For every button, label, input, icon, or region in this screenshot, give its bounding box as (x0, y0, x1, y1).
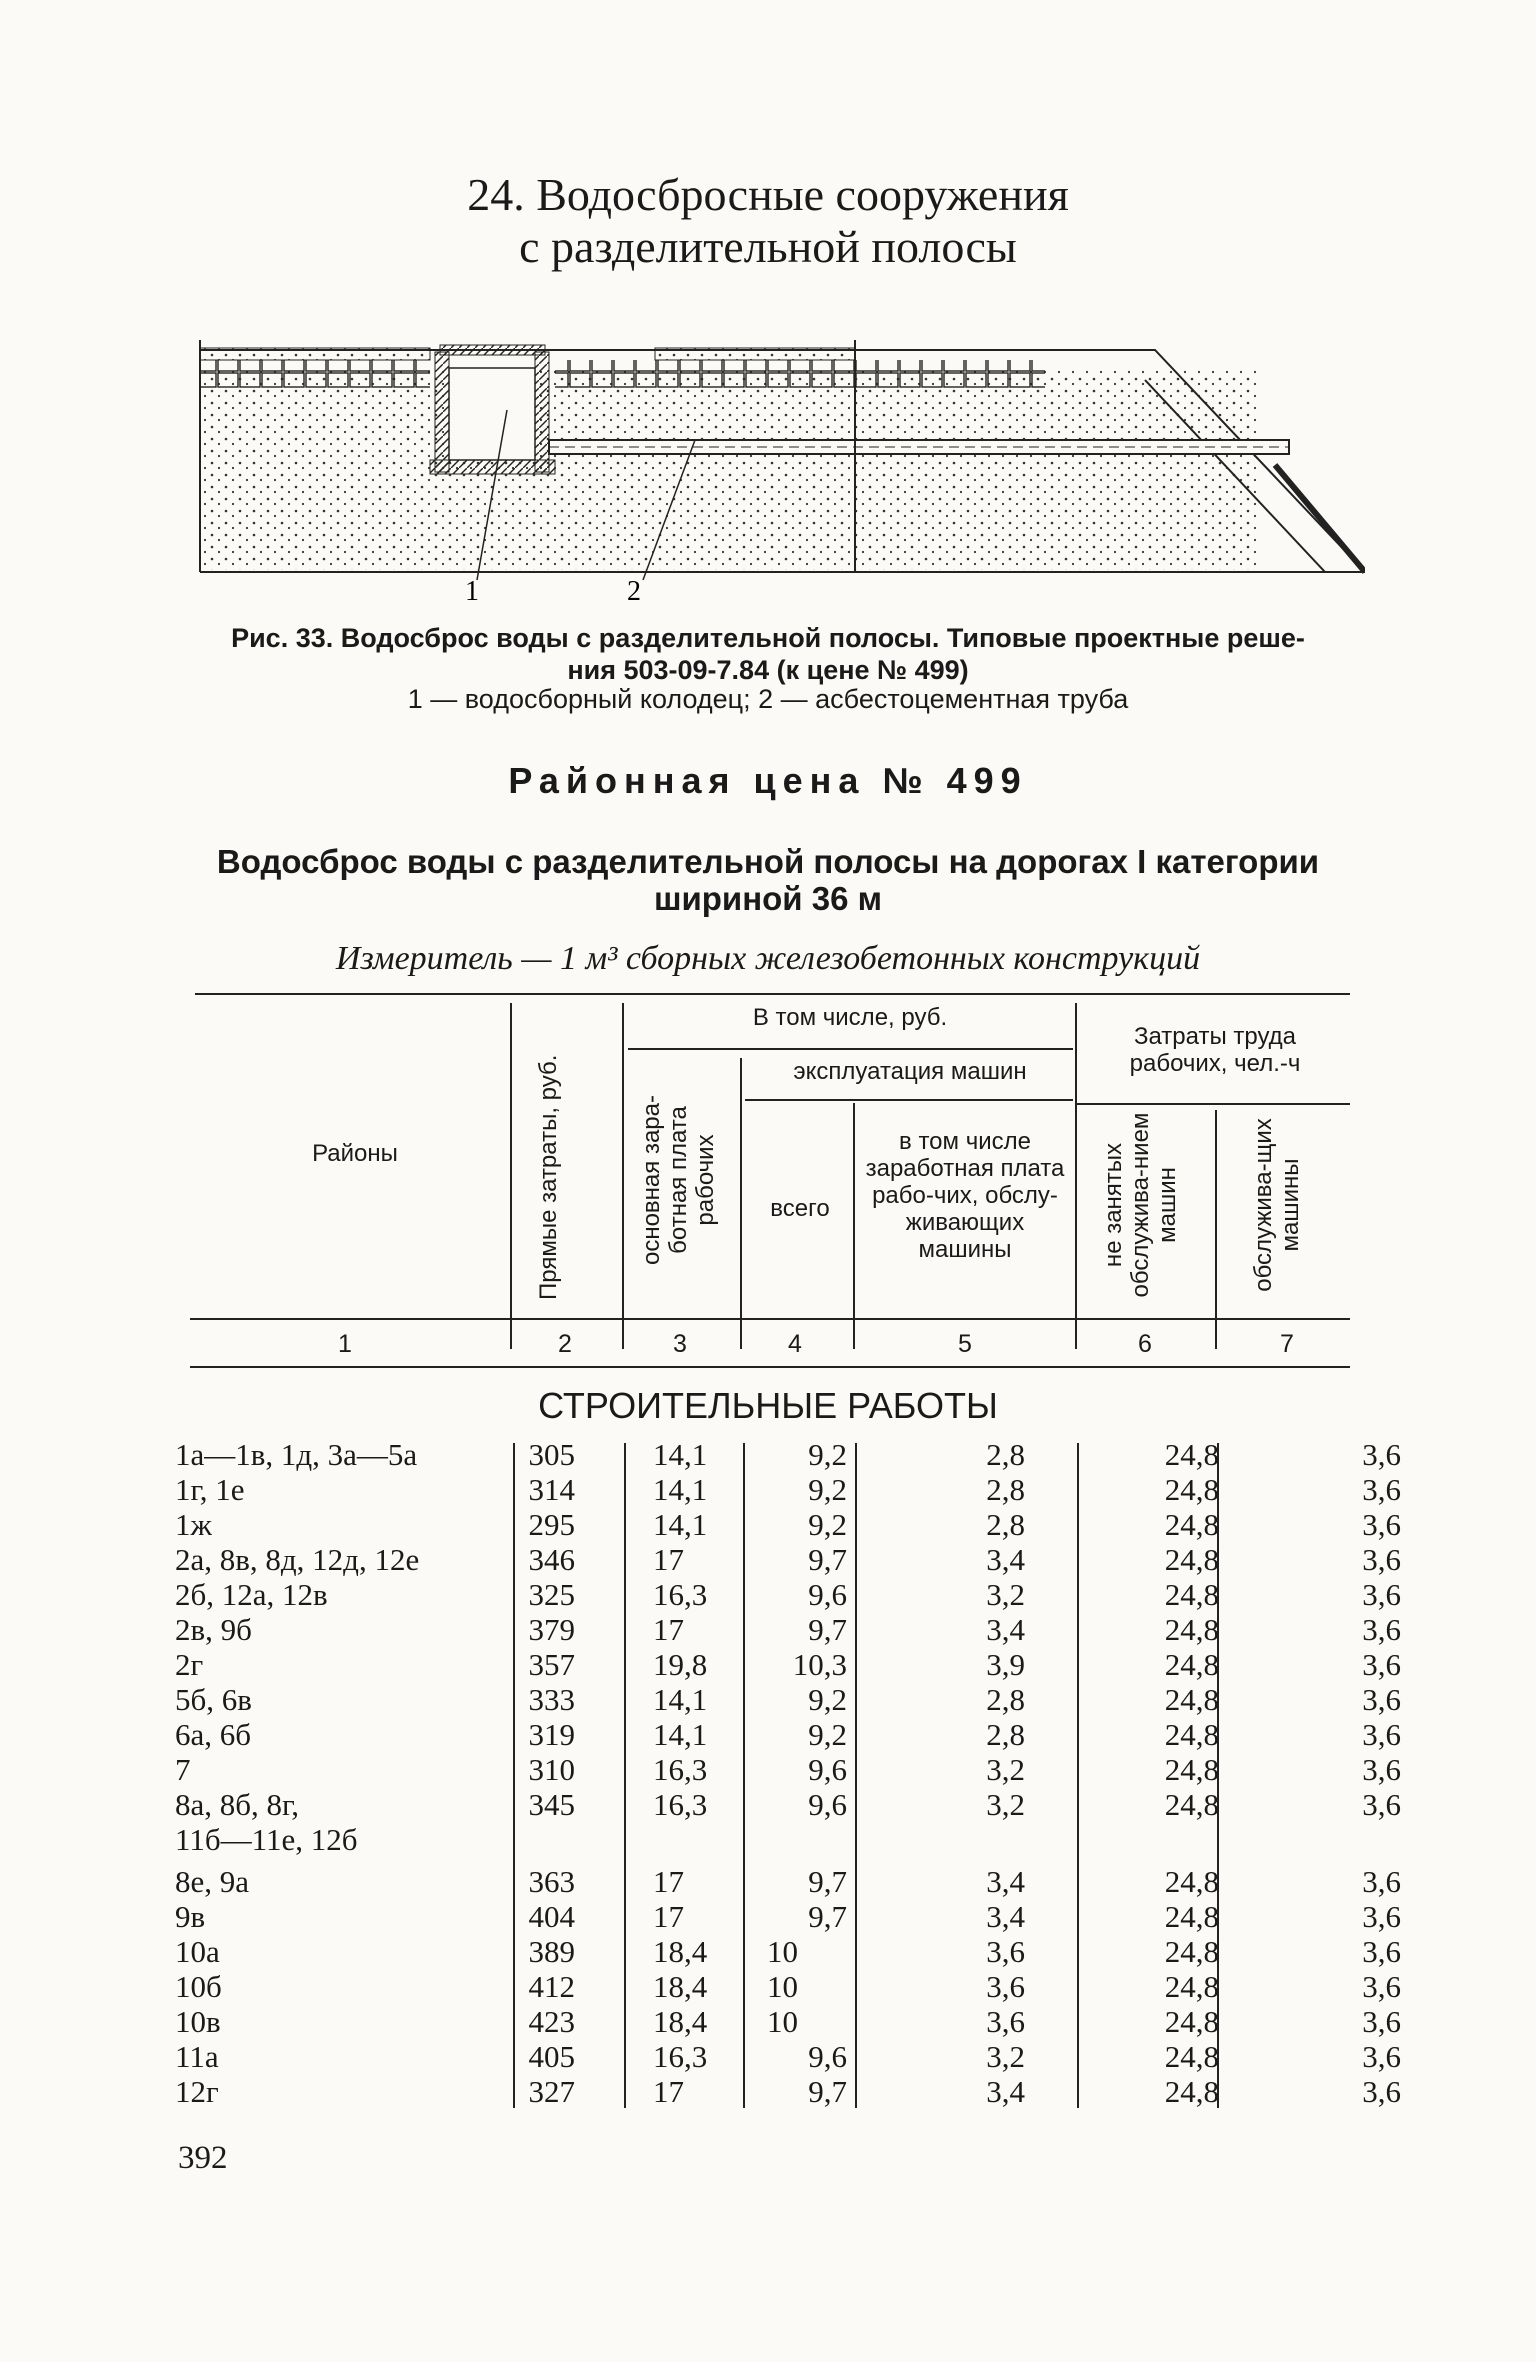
table-row: 10в 423 18,4 10 3,6 24,8 3,6 (175, 2004, 1401, 2039)
table-row: 1ж 295 14,1 9,2 2,8 24,8 3,6 (175, 1507, 1401, 1542)
col-number-2: 2 (558, 1330, 572, 1358)
col-number-6: 6 (1138, 1330, 1152, 1358)
table-row: 5б, 6в 333 14,1 9,2 2,8 24,8 3,6 (175, 1682, 1401, 1717)
section-construction-works: СТРОИТЕЛЬНЫЕ РАБОТЫ (538, 1385, 998, 1426)
header-machine-wage: в том числе заработная плата рабо-чих, обслу-живающих машины (865, 1128, 1065, 1263)
table-row: 2г 357 19,8 10,3 3,9 24,8 3,6 (175, 1647, 1401, 1682)
page-number: 392 (178, 2140, 228, 2176)
subtitle-line1: Водосброс воды с разделительной полосы на дорогах I категории (216, 843, 1320, 880)
col-number-4: 4 (788, 1330, 802, 1358)
table-row: 2б, 12а, 12в 325 16,3 9,6 3,2 24,8 3,6 (175, 1577, 1401, 1612)
callout-2: 2 (627, 576, 641, 600)
header-regions: Районы (312, 1140, 398, 1167)
table-row: 10а 389 18,4 10 3,6 24,8 3,6 (175, 1934, 1401, 1969)
col-number-5: 5 (958, 1330, 972, 1358)
figure-legend: 1 — водосборный колодец; 2 — асбестоцементная труба (407, 684, 1129, 714)
table-row: 8е, 9а 363 17 9,7 3,4 24,8 3,6 (175, 1864, 1401, 1899)
header-base-wage: основная зара-ботная плата рабочих (638, 1095, 719, 1266)
table-row: 8а, 8б, 8г, 345 16,3 9,6 3,2 24,8 3,6 (175, 1787, 1401, 1822)
table-row: 11б—11е, 12б (175, 1822, 358, 1857)
subtitle-line2: шириной 36 м (653, 880, 883, 917)
callout-1: 1 (465, 576, 479, 600)
header-direct-costs: Прямые затраты, руб. (535, 1054, 562, 1300)
figure-caption-line1: Рис. 33. Водосброс воды с разделительной полосы. Типовые проектные реше- (231, 623, 1305, 653)
table-row: 2в, 9б 379 17 9,7 3,4 24,8 3,6 (175, 1612, 1401, 1647)
table-row: 1а—1в, 1д, 3а—5а 305 14,1 9,2 2,8 24,8 3,6 (175, 1437, 1401, 1472)
table-row: 2а, 8в, 8д, 12д, 12е 346 17 9,7 3,4 24,8 3,6 (175, 1542, 1401, 1577)
header-total: всего (770, 1195, 830, 1222)
table-row: 1г, 1е 314 14,1 9,2 2,8 24,8 3,6 (175, 1472, 1401, 1507)
figure-caption-line2: ния 503-09-7.84 (к цене № 499) (567, 655, 969, 685)
header-machine-operation: эксплуатация машин (793, 1058, 1027, 1085)
table-row: 11а 405 16,3 9,6 3,2 24,8 3,6 (175, 2039, 1401, 2074)
table-row: 7 310 16,3 9,6 3,2 24,8 3,6 (175, 1752, 1401, 1787)
price-title: Районная цена № 499 (508, 760, 1028, 801)
header-labor-costs: Затраты труда рабочих, чел.-ч (1129, 1023, 1301, 1077)
drainage-cross-section-figure (195, 340, 1365, 600)
table-row: 12г 327 17 9,7 3,4 24,8 3,6 (175, 2074, 1401, 2109)
table-row: 9в 404 17 9,7 3,4 24,8 3,6 (175, 1899, 1401, 1934)
table-body (175, 1437, 1401, 2109)
table-row: 10б 412 18,4 10 3,6 24,8 3,6 (175, 1969, 1401, 2004)
col-number-7: 7 (1280, 1330, 1294, 1358)
col-number-1: 1 (338, 1330, 352, 1358)
col-number-3: 3 (673, 1330, 687, 1358)
table-row: 6а, 6б 319 14,1 9,2 2,8 24,8 3,6 (175, 1717, 1401, 1752)
header-including: В том числе, руб. (752, 1004, 948, 1031)
header-serving-machines: обслужива-щих машины (1250, 1118, 1304, 1292)
measurement-unit: Измеритель — 1 м³ сборных железобетонных конструкций (335, 940, 1201, 977)
section-title-line2: с разделительной полосы (519, 221, 1017, 272)
section-title-line1: 24. Водосбросные сооружения (467, 169, 1069, 220)
header-not-serving-machines: не занятых обслужива-нием машин (1100, 1112, 1181, 1298)
